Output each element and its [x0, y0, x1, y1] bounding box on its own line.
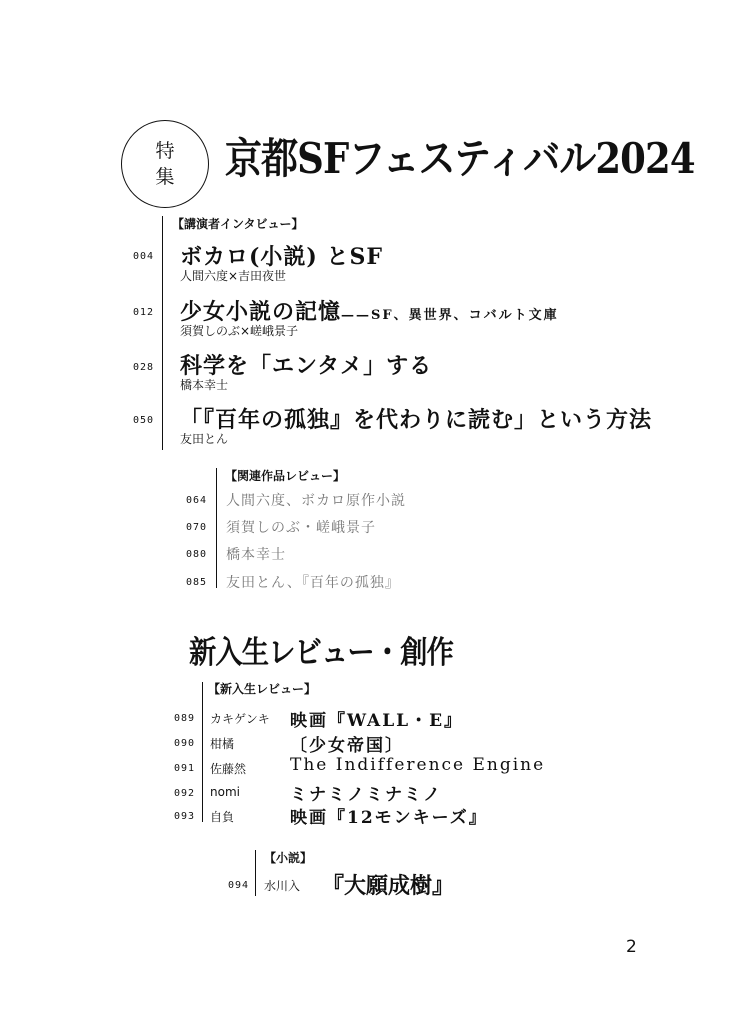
- section-title-newcomers: 新入生レビュー・創作: [189, 635, 453, 671]
- toc-page: 050: [133, 415, 155, 426]
- toc-title[interactable]: 「『百年の孤独』を代わりに読む」という方法: [180, 407, 653, 433]
- divider-newcomers: [202, 682, 203, 822]
- review-author: 自負: [210, 810, 235, 824]
- toc-author: 人間六度×吉田夜世: [180, 269, 287, 283]
- toc-author: 友田とん: [180, 432, 229, 446]
- toc-title[interactable]: ボカロ(小説) とSF: [180, 244, 383, 270]
- toc-page: 012: [133, 307, 155, 318]
- related-page: 080: [186, 549, 208, 560]
- badge-top: 特: [155, 140, 175, 162]
- page-title: 京都SFフェスティバル2024: [225, 134, 695, 183]
- review-work[interactable]: The Indifference Engine: [290, 755, 546, 775]
- review-page: 093: [174, 811, 196, 822]
- review-author: 柑橘: [210, 737, 235, 751]
- toc-title[interactable]: 科学を「エンタメ」する: [180, 353, 433, 379]
- page-number: 2: [626, 937, 637, 957]
- divider-related: [216, 468, 217, 588]
- review-author: 佐藤然: [210, 762, 247, 776]
- divider-novel: [255, 850, 256, 896]
- toc-author: 橋本幸士: [180, 378, 229, 392]
- toc-page: 004: [133, 251, 155, 262]
- related-item[interactable]: 友田とん、『百年の孤独』: [226, 575, 400, 591]
- related-item[interactable]: 人間六度、ボカロ原作小説: [226, 493, 406, 509]
- section-label-interview: 【講演者インタビュー】: [172, 217, 304, 231]
- review-page: 090: [174, 738, 196, 749]
- novel-author: 水川入: [264, 879, 301, 893]
- badge-bottom: 集: [155, 166, 175, 188]
- review-page: 092: [174, 788, 196, 799]
- review-work[interactable]: 映画『WALL・E』: [290, 711, 464, 731]
- toc-page: 028: [133, 362, 155, 373]
- section-label-newcomer-review: 【新入生レビュー】: [208, 682, 317, 696]
- feature-badge: [121, 120, 209, 208]
- review-page: 091: [174, 763, 196, 774]
- review-work[interactable]: 映画『12モンキーズ』: [290, 808, 488, 828]
- section-label-novel: 【小説】: [264, 851, 313, 865]
- toc-title-main: 少女小説の記憶: [180, 299, 342, 325]
- review-author: nomi: [210, 785, 240, 799]
- related-item[interactable]: 須賀しのぶ・嵯峨景子: [226, 520, 376, 536]
- review-work[interactable]: ミナミノミナミノ: [290, 785, 442, 805]
- toc-subtitle: ——SF、異世界、コバルト文庫: [341, 308, 559, 323]
- related-page: 085: [186, 577, 208, 588]
- divider-interview: [162, 216, 163, 450]
- novel-page: 094: [228, 880, 250, 891]
- related-page: 070: [186, 522, 208, 533]
- related-page: 064: [186, 495, 208, 506]
- review-work[interactable]: 〔少女帝国〕: [290, 736, 404, 756]
- section-label-related: 【関連作品レビュー】: [225, 469, 346, 483]
- review-page: 089: [174, 713, 196, 724]
- toc-author: 須賀しのぶ×嵯峨景子: [180, 324, 299, 338]
- related-item[interactable]: 橋本幸士: [226, 547, 286, 563]
- novel-title[interactable]: 『大願成樹』: [322, 873, 455, 899]
- review-author: カキゲンキ: [210, 712, 270, 726]
